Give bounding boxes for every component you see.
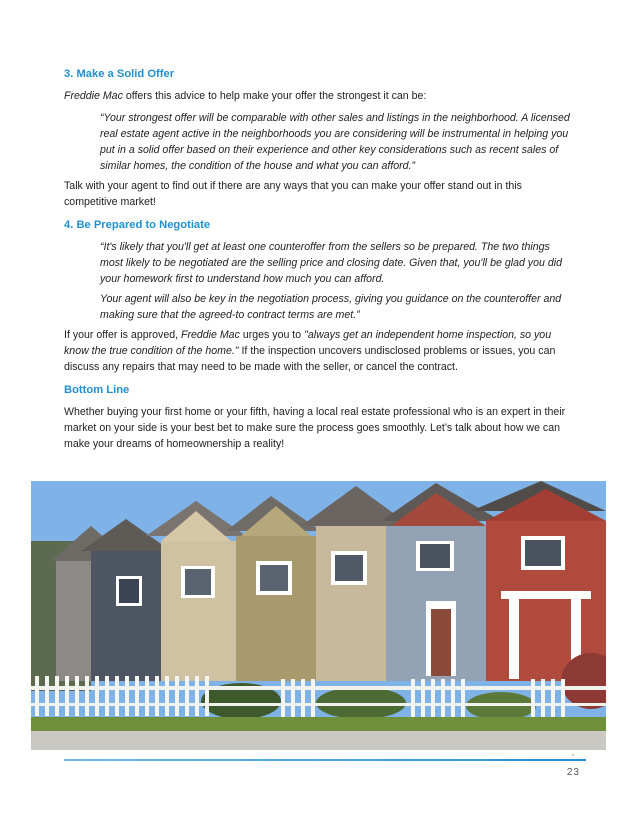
section-3-followup: Talk with your agent to find out if there are any ways that you can make your offer stand out in this competitive market! bbox=[64, 180, 522, 208]
inspection-quote: "always get an independent home inspection, so you know the true condition of the home." bbox=[64, 329, 552, 357]
section-4-heading: 4. Be Prepared to Negotiate bbox=[64, 219, 211, 231]
freddie-mac-emph: Freddie Mac bbox=[64, 90, 123, 102]
section-4-para-end: If the inspection uncovers undisclosed problems or issues, you can discuss any repairs that may need to be made with the seller, or cancel the contract. bbox=[64, 345, 556, 373]
bottom-line-text: Whether buying your first home or your fifth, having a local real estate professional who is an expert in their market on your side is your best bet to make sure the process goes smoothly. Let’s talk about how we can make your dreams of homeownership a reality! bbox=[64, 406, 566, 450]
section-3-heading: 3. Make a Solid Offer bbox=[64, 68, 175, 80]
section-4-quote-1: “It's likely that you'll get at least one counteroffer from the sellers so be prepared. The two things most likely to be negotiated are the selling price and closing date. Given that, you'll be glad you did your homework first to understand how much you can afford. bbox=[100, 241, 562, 285]
freddie-mac-emph-2: Freddie Mac bbox=[181, 329, 240, 341]
page-number: 23 bbox=[566, 767, 580, 778]
section-4-paragraph bbox=[64, 327, 574, 375]
section-3-intro-text: offers this advice to help make your offer the strongest it can be: bbox=[122, 90, 427, 102]
footer-dot bbox=[572, 754, 574, 756]
bottom-line-heading: Bottom Line bbox=[64, 384, 130, 396]
page-content bbox=[64, 67, 574, 458]
row-of-houses-photo bbox=[31, 481, 606, 750]
section-3-quote: “Your strongest offer will be comparable with other sales and listings in the neighborhood. A licensed real estate agent active in the neighborhoods you are considering will be instrumental in helping you put in a solid offer based on their experience and other key considerations such as recent sales of similar homes, the condition of the house and what you can afford.” bbox=[100, 112, 570, 172]
section-4-para-start: If your offer is approved, bbox=[64, 329, 181, 341]
footer-rule bbox=[64, 759, 586, 761]
section-3-intro bbox=[64, 88, 574, 104]
section-4-quote-2: Your agent will also be key in the negotiation process, giving you guidance on the counteroffer and making sure that the agreed-to contract terms are met.” bbox=[100, 293, 562, 321]
section-4-para-mid: urges you to bbox=[239, 329, 305, 341]
